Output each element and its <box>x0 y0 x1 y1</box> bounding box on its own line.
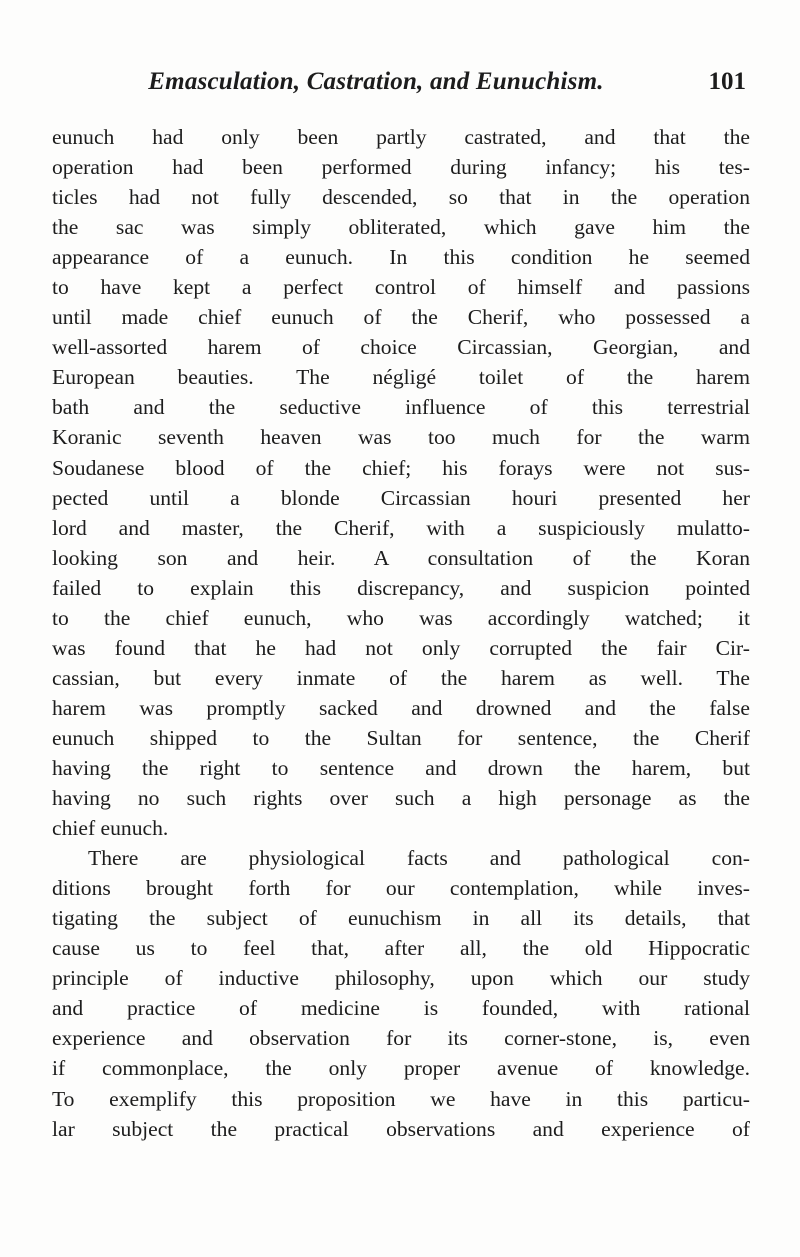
text-line: to have kept a perfect control of himself and passions <box>52 275 750 300</box>
running-head <box>66 68 746 98</box>
text-line: Koranic seventh heaven was too much for the warm <box>52 425 750 450</box>
text-line: well-assorted harem of choice Circassian, Georgian, and <box>52 335 750 360</box>
text-line: harem was promptly sacked and drowned and the false <box>52 695 750 720</box>
text-line: cause us to feel that, after all, the old Hippocratic <box>52 936 750 961</box>
text-line: to the chief eunuch, who was accordingly watched; it <box>52 605 750 630</box>
text-line: cassian, but every inmate of the harem as well. The <box>52 665 750 690</box>
running-title: Emasculation, Castration, and Eunuchism. <box>148 68 604 95</box>
text-line: experience and observation for its corner-stone, is, even <box>52 1026 750 1051</box>
text-line: having no such rights over such a high personage as the <box>52 786 750 811</box>
text-line: lord and master, the Cherif, with a suspiciously mulatto- <box>52 515 750 540</box>
text-line: and practice of medicine is founded, with rational <box>52 996 750 1021</box>
text-line: until made chief eunuch of the Cherif, who possessed a <box>52 305 750 330</box>
text-line: principle of inductive philosophy, upon which our study <box>52 966 750 991</box>
text-line: appearance of a eunuch. In this condition he seemed <box>52 245 750 270</box>
text-line: ditions brought forth for our contemplation, while inves- <box>52 876 750 901</box>
text-line: bath and the seductive influence of this terrestrial <box>52 395 750 420</box>
text-line: pected until a blonde Circassian houri presented her <box>52 485 750 510</box>
text-line: tigating the subject of eunuchism in all its details, that <box>52 906 750 931</box>
text-line: having the right to sentence and drown the harem, but <box>52 755 750 780</box>
paragraph-start-line: There are physiological facts and pathological con- <box>88 846 750 871</box>
text-line: ticles had not fully descended, so that in the operation <box>52 185 750 210</box>
text-line: if commonplace, the only proper avenue of knowledge. <box>52 1056 750 1081</box>
text-line: looking son and heir. A consultation of the Koran <box>52 545 750 570</box>
text-line: was found that he had not only corrupted the fair Cir- <box>52 635 750 660</box>
text-line: operation had been performed during infancy; his tes- <box>52 155 750 180</box>
text-line: To exemplify this proposition we have in this particu- <box>52 1086 750 1111</box>
text-line: eunuch shipped to the Sultan for sentence, the Cherif <box>52 725 750 750</box>
text-line: failed to explain this discrepancy, and suspicion pointed <box>52 575 750 600</box>
text-line: lar subject the practical observations and experience of <box>52 1116 750 1141</box>
text-line: the sac was simply obliterated, which gave him the <box>52 215 750 240</box>
text-line: chief eunuch. <box>52 816 169 841</box>
text-line: eunuch had only been partly castrated, and that the <box>52 125 750 149</box>
page-number: 101 <box>708 68 746 95</box>
text-line: Soudanese blood of the chief; his forays were not sus- <box>52 455 750 480</box>
text-line: European beauties. The négligé toilet of the harem <box>52 365 750 390</box>
body-text <box>52 122 750 1144</box>
